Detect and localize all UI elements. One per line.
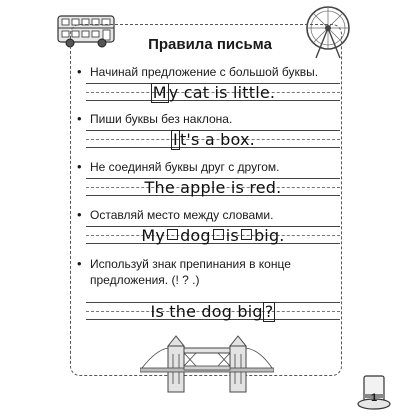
rule-item-1 [74, 64, 344, 102]
rule-text: Не соединяй буквы друг с другом. [90, 160, 280, 174]
rule-item-3 [74, 159, 344, 197]
rule-text: Начинай предложение с большой буквы. [90, 65, 319, 79]
rule-item-4 [74, 207, 344, 245]
bullet-icon: • [77, 207, 82, 222]
rule-text: Пиши буквы без наклона. [90, 112, 233, 126]
bullet-icon: • [77, 64, 82, 79]
capital-letter-box: M [152, 83, 167, 102]
punctuation-box: ? [264, 302, 274, 321]
rule-item-5 [74, 256, 344, 321]
bullet-icon: • [77, 111, 82, 126]
page-number: 1 [370, 392, 378, 404]
rule-item-2 [74, 111, 344, 149]
example-sentence: Is the dog big ? [150, 302, 274, 321]
space-box [167, 229, 178, 240]
page-title: Правила письма [148, 36, 272, 53]
bullet-icon: • [77, 159, 82, 174]
space-box [241, 229, 252, 240]
upright-letter-box: I [173, 130, 178, 149]
example-sentence: My dog is big. [141, 226, 285, 245]
rule-text-line-1: Используй знак препинания в конце [90, 257, 291, 271]
example-sentence: M y cat is little. [152, 83, 276, 102]
rule-text-line-2: предложения. (! ? .) [90, 273, 200, 287]
example-sentence: I t's a box. [173, 130, 255, 149]
example-sentence: The apple is red. [144, 178, 282, 197]
rule-text: Оставляй место между словами. [90, 208, 274, 222]
bullet-icon: • [77, 256, 82, 271]
space-box [213, 229, 224, 240]
tower-bridge-icon [140, 334, 274, 396]
